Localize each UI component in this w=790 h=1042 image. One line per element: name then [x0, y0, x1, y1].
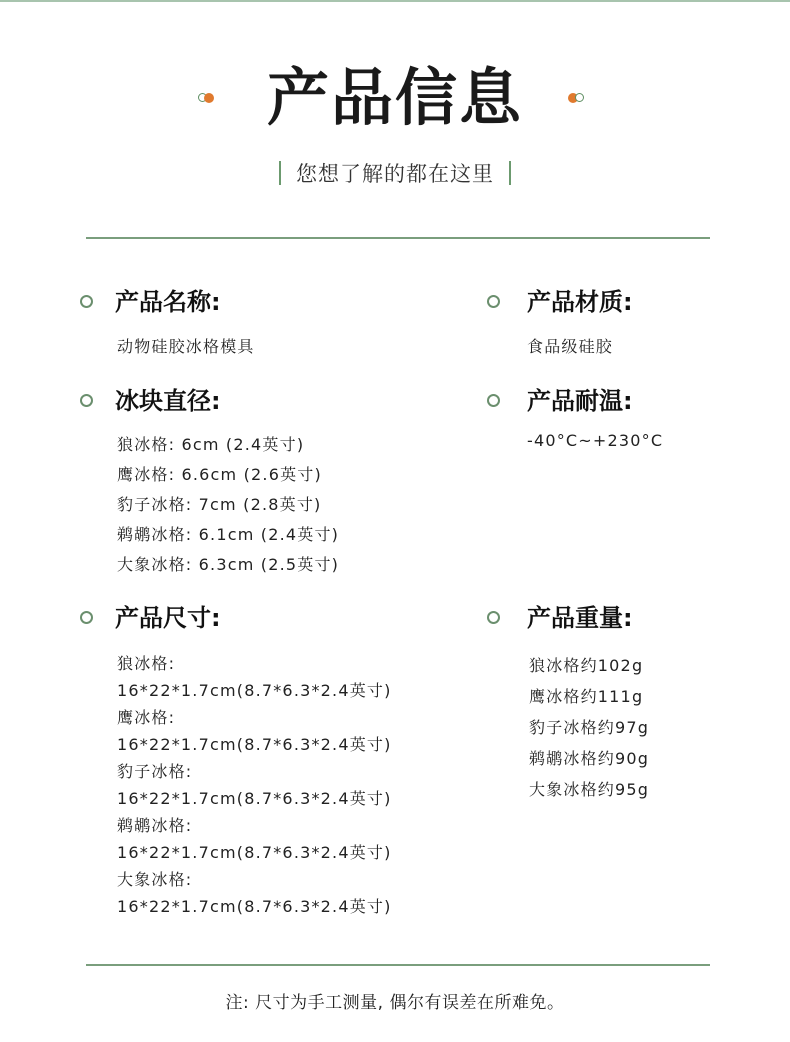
info-line: 豹子冰格:: [117, 762, 193, 781]
bullet-icon: [487, 394, 500, 407]
info-line: 16*22*1.7cm(8.7*6.3*2.4英寸): [117, 843, 392, 862]
divider-top: [86, 237, 710, 239]
bullet-icon: [80, 611, 93, 624]
section-body-diameter: [117, 430, 339, 580]
bullet-icon: [487, 611, 500, 624]
info-line: 狼冰格: 6cm (2.4英寸): [117, 435, 305, 454]
info-line: 鹈鹕冰格约90g: [529, 749, 650, 768]
section-body-name: [117, 336, 255, 358]
footer-note: 注: 尺寸为手工测量, 偶尔有误差在所难免。: [225, 993, 565, 1013]
info-line: 动物硅胶冰格模具: [117, 337, 255, 356]
bullet-icon: [80, 295, 93, 308]
section-heading-size: 产品尺寸:: [115, 604, 221, 632]
info-line: 食品级硅胶: [527, 337, 614, 356]
section-heading-temperature: 产品耐温:: [527, 387, 633, 415]
subtitle-bar-left: [279, 161, 281, 185]
subtitle-bar-right: [509, 161, 511, 185]
info-line: 16*22*1.7cm(8.7*6.3*2.4英寸): [117, 735, 392, 754]
section-body-weight: [529, 650, 649, 805]
top-border: [0, 0, 790, 2]
section-body-material: [527, 336, 613, 358]
info-line: 16*22*1.7cm(8.7*6.3*2.4英寸): [117, 681, 392, 700]
page-title: 产品信息: [266, 61, 523, 134]
divider-bottom: [86, 964, 710, 966]
subtitle: 您想了解的都在这里: [296, 162, 494, 186]
title-decoration-right: [568, 93, 584, 103]
info-line: 16*22*1.7cm(8.7*6.3*2.4英寸): [117, 897, 392, 916]
info-line: 鹰冰格:: [117, 708, 176, 727]
info-line: -40°C~+230°C: [527, 431, 664, 450]
bullet-icon: [487, 295, 500, 308]
section-heading-weight: 产品重量:: [527, 604, 633, 632]
subtitle-row: [0, 158, 790, 188]
info-line: 大象冰格约95g: [529, 780, 650, 799]
info-line: 16*22*1.7cm(8.7*6.3*2.4英寸): [117, 789, 392, 808]
section-heading-diameter: 冰块直径:: [115, 387, 221, 415]
info-line: 大象冰格:: [117, 870, 193, 889]
info-line: 鹈鹕冰格:: [117, 816, 193, 835]
section-heading-name: 产品名称:: [115, 288, 221, 316]
info-line: 大象冰格: 6.3cm (2.5英寸): [117, 555, 340, 574]
info-line: 狼冰格:: [117, 654, 176, 673]
bullet-icon: [80, 394, 93, 407]
info-line: 鹈鹕冰格: 6.1cm (2.4英寸): [117, 525, 340, 544]
info-line: 鹰冰格约111g: [529, 687, 644, 706]
section-body-size: [117, 650, 392, 920]
info-line: 豹子冰格约97g: [529, 718, 650, 737]
section-body-temperature: [527, 430, 663, 452]
info-line: 狼冰格约102g: [529, 656, 644, 675]
info-line: 豹子冰格: 7cm (2.8英寸): [117, 495, 322, 514]
info-line: 鹰冰格: 6.6cm (2.6英寸): [117, 465, 322, 484]
section-heading-material: 产品材质:: [527, 288, 633, 316]
